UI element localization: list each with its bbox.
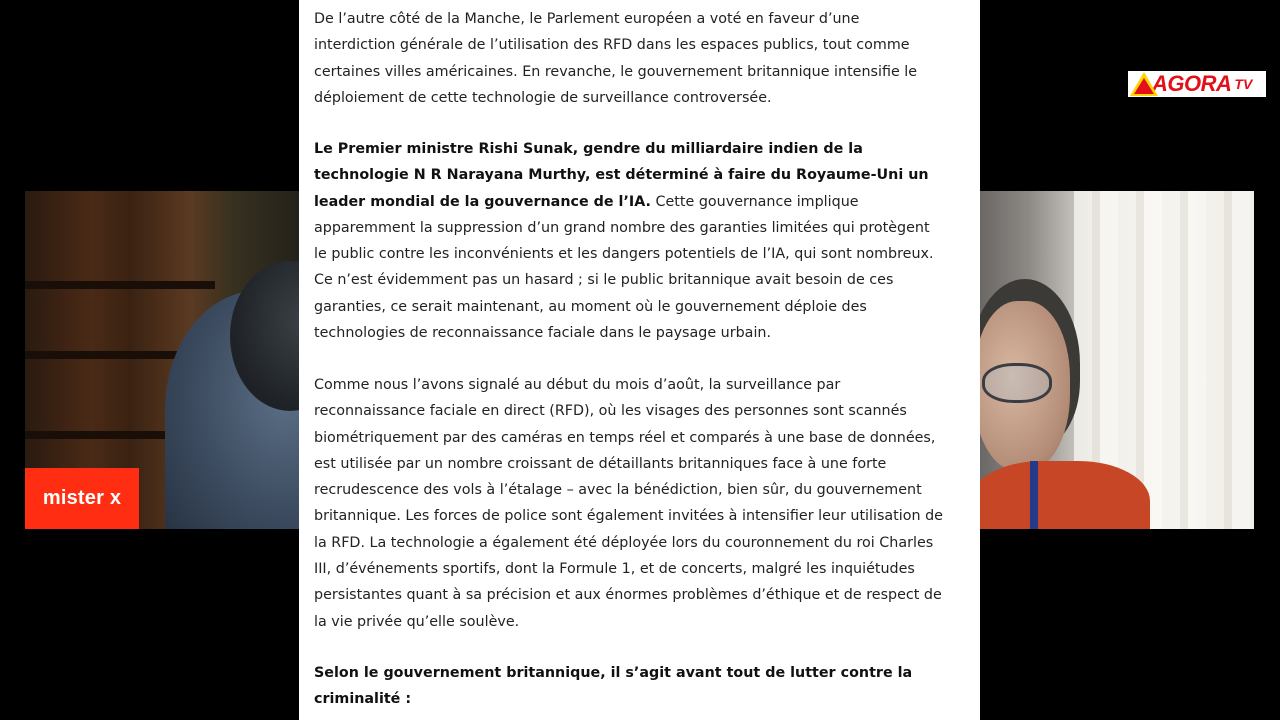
agoratv-logo bbox=[1128, 71, 1266, 97]
logo-text: AGORA bbox=[1152, 71, 1232, 96]
article-paragraph-1: De l’autre côté de la Manche, le Parlement européen a voté en faveur d’une interdiction générale de l’utilisation des RFD dans les espaces publics, tout comme certaines villes américaines. En revanche, le gouvernement britannique intensifie le déploiement de cette technologie de surveillance controversée. bbox=[314, 11, 918, 106]
participant-name-tag bbox=[25, 468, 139, 529]
article-paragraph-4 bbox=[314, 660, 944, 713]
logo-suffix: TV bbox=[1234, 76, 1253, 92]
article-paragraph-4-bold: Selon le gouvernement britannique, il s’agit avant tout de lutter contre la criminalité : bbox=[314, 665, 913, 708]
participant-glasses bbox=[982, 363, 1052, 403]
participant-body bbox=[980, 461, 1150, 529]
star-icon bbox=[1130, 72, 1158, 96]
shared-article-screen bbox=[299, 0, 980, 720]
article-paragraph-2-bold: Le Premier ministre Rishi Sunak, gendre du milliardaire indien de la technologie N R Narayana Murthy, est déterminé à faire du Royaume-Uni un leader mondial de la gouvernance de l’IA. bbox=[314, 141, 929, 210]
article-paragraph-2 bbox=[314, 136, 944, 346]
participant-scarf bbox=[1030, 461, 1038, 529]
article-paragraph-3: Comme nous l’avons signalé au début du mois d’août, la surveillance par reconnaissance faciale en direct (RFD), où les visages des personnes sont scannés biométriquement par des caméras en temps réel et comparés à une base de données, est utilisée par un nombre croissant de détaillants britanniques face à une forte recrudescence des vols à l’étalage – avec la bénédiction, bien sûr, du gouvernement britannique. Les forces de police sont également invitées à intensifier leur utilisation de la RFD. La technologie a également été déployée lors du couronnement du roi Charles III, d’événements sportifs, dont la Formule 1, et de concerts, malgré les inquiétudes persistantes quant à sa précision et aux énormes problèmes d’éthique et de respect de la vie privée qu’elle soulève. bbox=[314, 377, 943, 630]
article-paragraph-2-text: Cette gouvernance implique apparemment la suppression d’un grand nombre des garanties limitées qui protègent le public contre les inconvénients et les dangers potentiels de l’IA, qui sont nombreux. Ce n’est évidemment pas un hasard ; si le public britannique avait besoin de ces garanties, ce serait maintenant, au moment où le gouvernement déploie des technologies de reconnaissance faciale dans le paysage urbain. bbox=[314, 193, 934, 342]
participant-name: mister x bbox=[42, 487, 122, 509]
bookshelf bbox=[25, 281, 215, 289]
participant-video-right[interactable] bbox=[980, 191, 1254, 529]
